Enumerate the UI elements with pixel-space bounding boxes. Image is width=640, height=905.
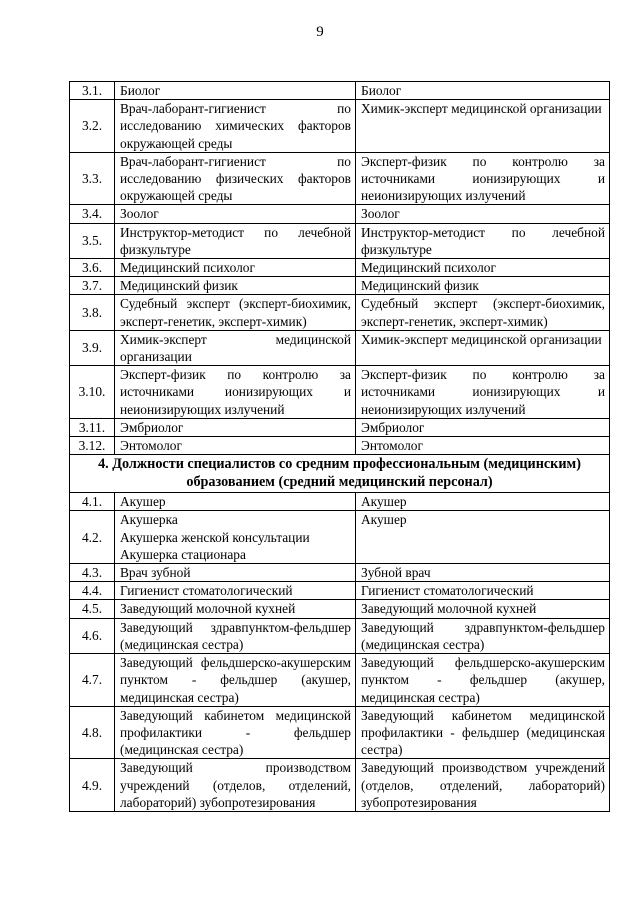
row-number: 3.5. (70, 223, 115, 258)
table-row (70, 223, 610, 258)
table-row (70, 493, 610, 511)
new-position-name: Акушер (356, 511, 610, 564)
old-position-name: Акушер (115, 493, 356, 511)
table-row (70, 366, 610, 419)
row-number: 3.11. (70, 418, 115, 436)
new-position-name: Заведующий фельдшерско-акушерским пунктом - фельдшер (акушер, медицинская сестра) (356, 654, 610, 707)
position-line: Акушерка (120, 512, 178, 528)
new-position-name: Заведующий производством учреждений (отделов, отделений, лабораторий) зубопротезирования (356, 759, 610, 812)
section-4-heading: 4. Должности специалистов со средним профессиональным (медицинским) образованием (средний медицинский персонал) (70, 455, 610, 493)
new-position-name: Акушер (356, 493, 610, 511)
new-position-name: Биолог (356, 82, 610, 100)
table-row (70, 152, 610, 205)
row-number: 4.1. (70, 493, 115, 511)
new-position-name: Гигиенист стоматологический (356, 582, 610, 600)
new-position-name: Инструктор-методист по лечебной физкультуре (356, 223, 610, 258)
table-row (70, 706, 610, 759)
row-number: 3.12. (70, 437, 115, 455)
table-row (70, 277, 610, 295)
row-number: 3.1. (70, 82, 115, 100)
new-position-name: Заведующий здравпунктом-фельдшер (медицинская сестра) (356, 618, 610, 653)
table-row (70, 100, 610, 153)
section-heading-row (70, 455, 610, 493)
positions-table (69, 81, 610, 812)
old-position-name: Медицинский физик (115, 277, 356, 295)
new-position-name: Энтомолог (356, 437, 610, 455)
row-number: 4.6. (70, 618, 115, 653)
old-position-name: Химик-эксперт медицинской организации (115, 330, 356, 365)
new-position-name: Заведующий кабинетом медицинской профилактики - фельдшер (медицинская сестра) (356, 706, 610, 759)
new-position-name: Химик-эксперт медицинской организации (356, 330, 610, 365)
row-number: 4.3. (70, 564, 115, 582)
old-position-name: Заведующий кабинетом медицинской профилактики - фельдшер (медицинская сестра) (115, 706, 356, 759)
new-position-name: Медицинский физик (356, 277, 610, 295)
row-number: 3.8. (70, 295, 115, 330)
new-position-name: Эксперт-физик по контролю за источниками ионизирующих и неионизирующих излучений (356, 152, 610, 205)
table-row (70, 654, 610, 707)
table-row (70, 511, 610, 564)
old-position-name: Энтомолог (115, 437, 356, 455)
row-number: 3.7. (70, 277, 115, 295)
old-position-name: Врач-лаборант-гигиенист по исследованию химических факторов окружающей среды (115, 100, 356, 153)
table-row (70, 205, 610, 223)
old-position-name: Врач зубной (115, 564, 356, 582)
table-row (70, 564, 610, 582)
new-position-name: Зубной врач (356, 564, 610, 582)
old-position-name: Врач-лаборант-гигиенист по исследованию физических факторов окружающей среды (115, 152, 356, 205)
row-number: 4.5. (70, 600, 115, 618)
table-row (70, 618, 610, 653)
old-position-name: Судебный эксперт (эксперт-биохимик, эксперт-генетик, эксперт-химик) (115, 295, 356, 330)
old-position-name: Заведующий молочной кухней (115, 600, 356, 618)
row-number: 4.4. (70, 582, 115, 600)
row-number: 3.2. (70, 100, 115, 153)
old-position-name: Заведующий производством учреждений (отделов, отделений, лабораторий) зубопротезирования (115, 759, 356, 812)
old-position-name (115, 511, 356, 564)
old-position-name: Гигиенист стоматологический (115, 582, 356, 600)
old-position-name: Эксперт-физик по контролю за источниками ионизирующих и неионизирующих излучений (115, 366, 356, 419)
row-number: 3.9. (70, 330, 115, 365)
new-position-name: Судебный эксперт (эксперт-биохимик, эксперт-генетик, эксперт-химик) (356, 295, 610, 330)
page-number: 9 (316, 24, 324, 40)
old-position-name: Инструктор-методист по лечебной физкультуре (115, 223, 356, 258)
table-row (70, 759, 610, 812)
row-number: 3.6. (70, 259, 115, 277)
old-position-name: Заведующий здравпунктом-фельдшер (медицинская сестра) (115, 618, 356, 653)
new-position-name: Медицинский психолог (356, 259, 610, 277)
table-body-section-4-heading (70, 455, 610, 493)
old-position-name: Зоолог (115, 205, 356, 223)
new-position-name: Заведующий молочной кухней (356, 600, 610, 618)
row-number: 4.8. (70, 706, 115, 759)
row-number: 4.2. (70, 511, 115, 564)
row-number: 3.3. (70, 152, 115, 205)
new-position-name: Эмбриолог (356, 418, 610, 436)
old-position-name: Биолог (115, 82, 356, 100)
table-row (70, 295, 610, 330)
old-position-name: Медицинский психолог (115, 259, 356, 277)
table-row (70, 330, 610, 365)
new-position-name: Зоолог (356, 205, 610, 223)
row-number: 3.10. (70, 366, 115, 419)
old-position-name: Заведующий фельдшерско-акушерским пунктом - фельдшер (акушер, медицинская сестра) (115, 654, 356, 707)
table-row (70, 82, 610, 100)
table-row (70, 437, 610, 455)
row-number: 3.4. (70, 205, 115, 223)
old-position-name: Эмбриолог (115, 418, 356, 436)
table-body-section-4 (70, 493, 610, 812)
table-body-section-3 (70, 82, 610, 455)
row-number: 4.9. (70, 759, 115, 812)
new-position-name: Химик-эксперт медицинской организации (356, 100, 610, 153)
row-number: 4.7. (70, 654, 115, 707)
new-position-name: Эксперт-физик по контролю за источниками ионизирующих и неионизирующих излучений (356, 366, 610, 419)
position-line: Акушерка женской консультации (120, 529, 310, 545)
table-row (70, 418, 610, 436)
table-row (70, 259, 610, 277)
table-row (70, 582, 610, 600)
table-row (70, 600, 610, 618)
position-line: Акушерка стационара (120, 546, 246, 562)
